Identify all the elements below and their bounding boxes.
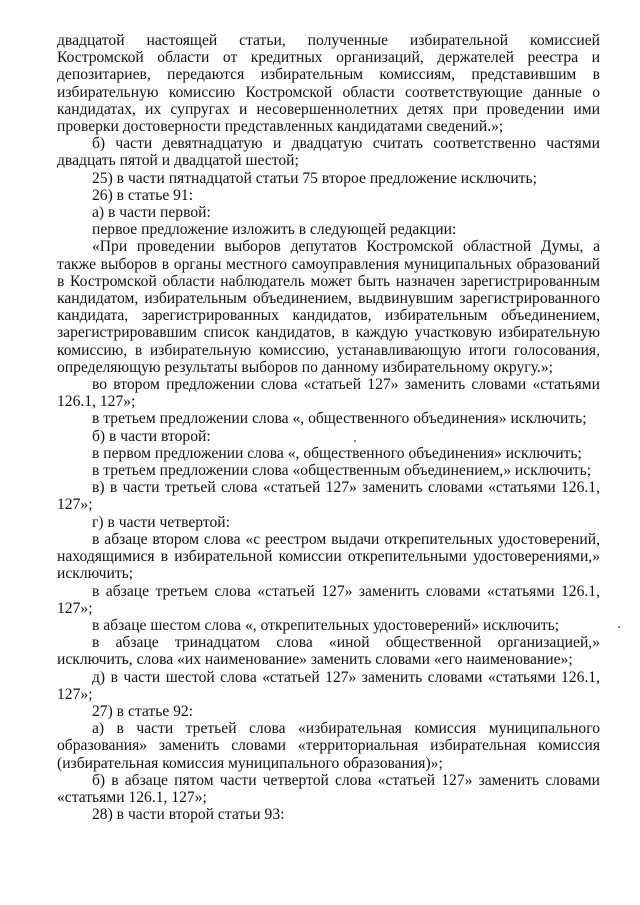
paragraph: в абзаце втором слова «с реестром выдачи открепительных удостоверений, находящимися в избирательной комиссии открепительными удостоверениями,» исключить;: [57, 530, 600, 583]
paragraph: в третьем предложении слова «общественным объединением,» исключить;: [92, 462, 592, 480]
paragraph: б) в части второй:: [92, 427, 211, 445]
paragraph: в третьем предложении слова «, общественного объединения» исключить;: [92, 410, 587, 428]
paragraph: в) в части третьей слова «статьей 127» заменить словами «статьями 126.1, 127»;: [57, 479, 600, 514]
paragraph: 26) в статье 91:: [92, 186, 194, 204]
paragraph: 28) в части второй статьи 93:: [92, 806, 285, 824]
paragraph: в абзаце третьем слова «статьей 127» заменить словами «статьями 126.1, 127»;: [57, 582, 600, 617]
paragraph: г) в части четвертой:: [92, 513, 230, 531]
paragraph: в абзаце шестом слова «, открепительных удостоверений» исключить;: [92, 616, 560, 634]
paragraph: в абзаце тринадцатом слова «иной общественной организацией,» исключить, слова «их наименование» заменить словами «его наименование»;: [57, 634, 600, 669]
paragraph: а) в части третьей слова «избирательная комиссия муниципального образования» заменить словами «территориальная избирательная комиссия (избирательная комиссия муниципального образования)»;: [57, 720, 600, 772]
paragraph: а) в части первой:: [92, 204, 211, 222]
scan-speck: [618, 626, 620, 628]
paragraph: в первом предложении слова «, общественного объединения» исключить;: [92, 444, 582, 462]
paragraph: б) в абзаце пятом части четвертой слова «статьей 127» заменить словами «статьями 126.1, 127»;: [57, 771, 600, 806]
paragraph: 27) в статье 92:: [92, 702, 194, 720]
paragraph: д) в части шестой слова «статьей 127» заменить словами «статьями 126.1, 127»;: [57, 668, 600, 703]
paragraph: первое предложение изложить в следующей редакции:: [92, 221, 457, 239]
document-page: [57, 32, 600, 823]
paragraph: 25) в части пятнадцатой статьи 75 второе предложение исключить;: [92, 169, 537, 187]
paragraph: «При проведении выборов депутатов Костромской областной Думы, а также выборов в органы местного самоуправления муниципальных образований в Костромской области наблюдатель может быть назначен зарегистрированным кандидатом, избирательным объединением, выдвинувшим зарегистрированного кандидата, зарегистрированных кандидатов, избирательным объединением, зарегистрировавшим список кандидатов, в каждую участковую избирательную комиссию, в избирательную комиссию, устанавливающую итоги голосования, определяющую результаты выборов по данному избирательному округу.»;: [57, 238, 600, 376]
paragraph: б) части девятнадцатую и двадцатую считать соответственно частями двадцать пятой и двадцатой шестой;: [57, 135, 600, 170]
scan-speck: [354, 440, 356, 442]
paragraph: во втором предложении слова «статьей 127» заменить словами «статьями 126.1, 127»;: [57, 376, 600, 411]
paragraph: двадцатой настоящей статьи, полученные избирательной комиссией Костромской области от кредитных организаций, держателей реестра и депозитариев, передаются избирательным комиссиям, представившим в избирательную комиссию Костромской области соответствующие данные о кандидатах, их супругах и несовершеннолетних детях при проведении ими проверки достоверности представленных кандидатами сведений.»;: [57, 32, 600, 136]
